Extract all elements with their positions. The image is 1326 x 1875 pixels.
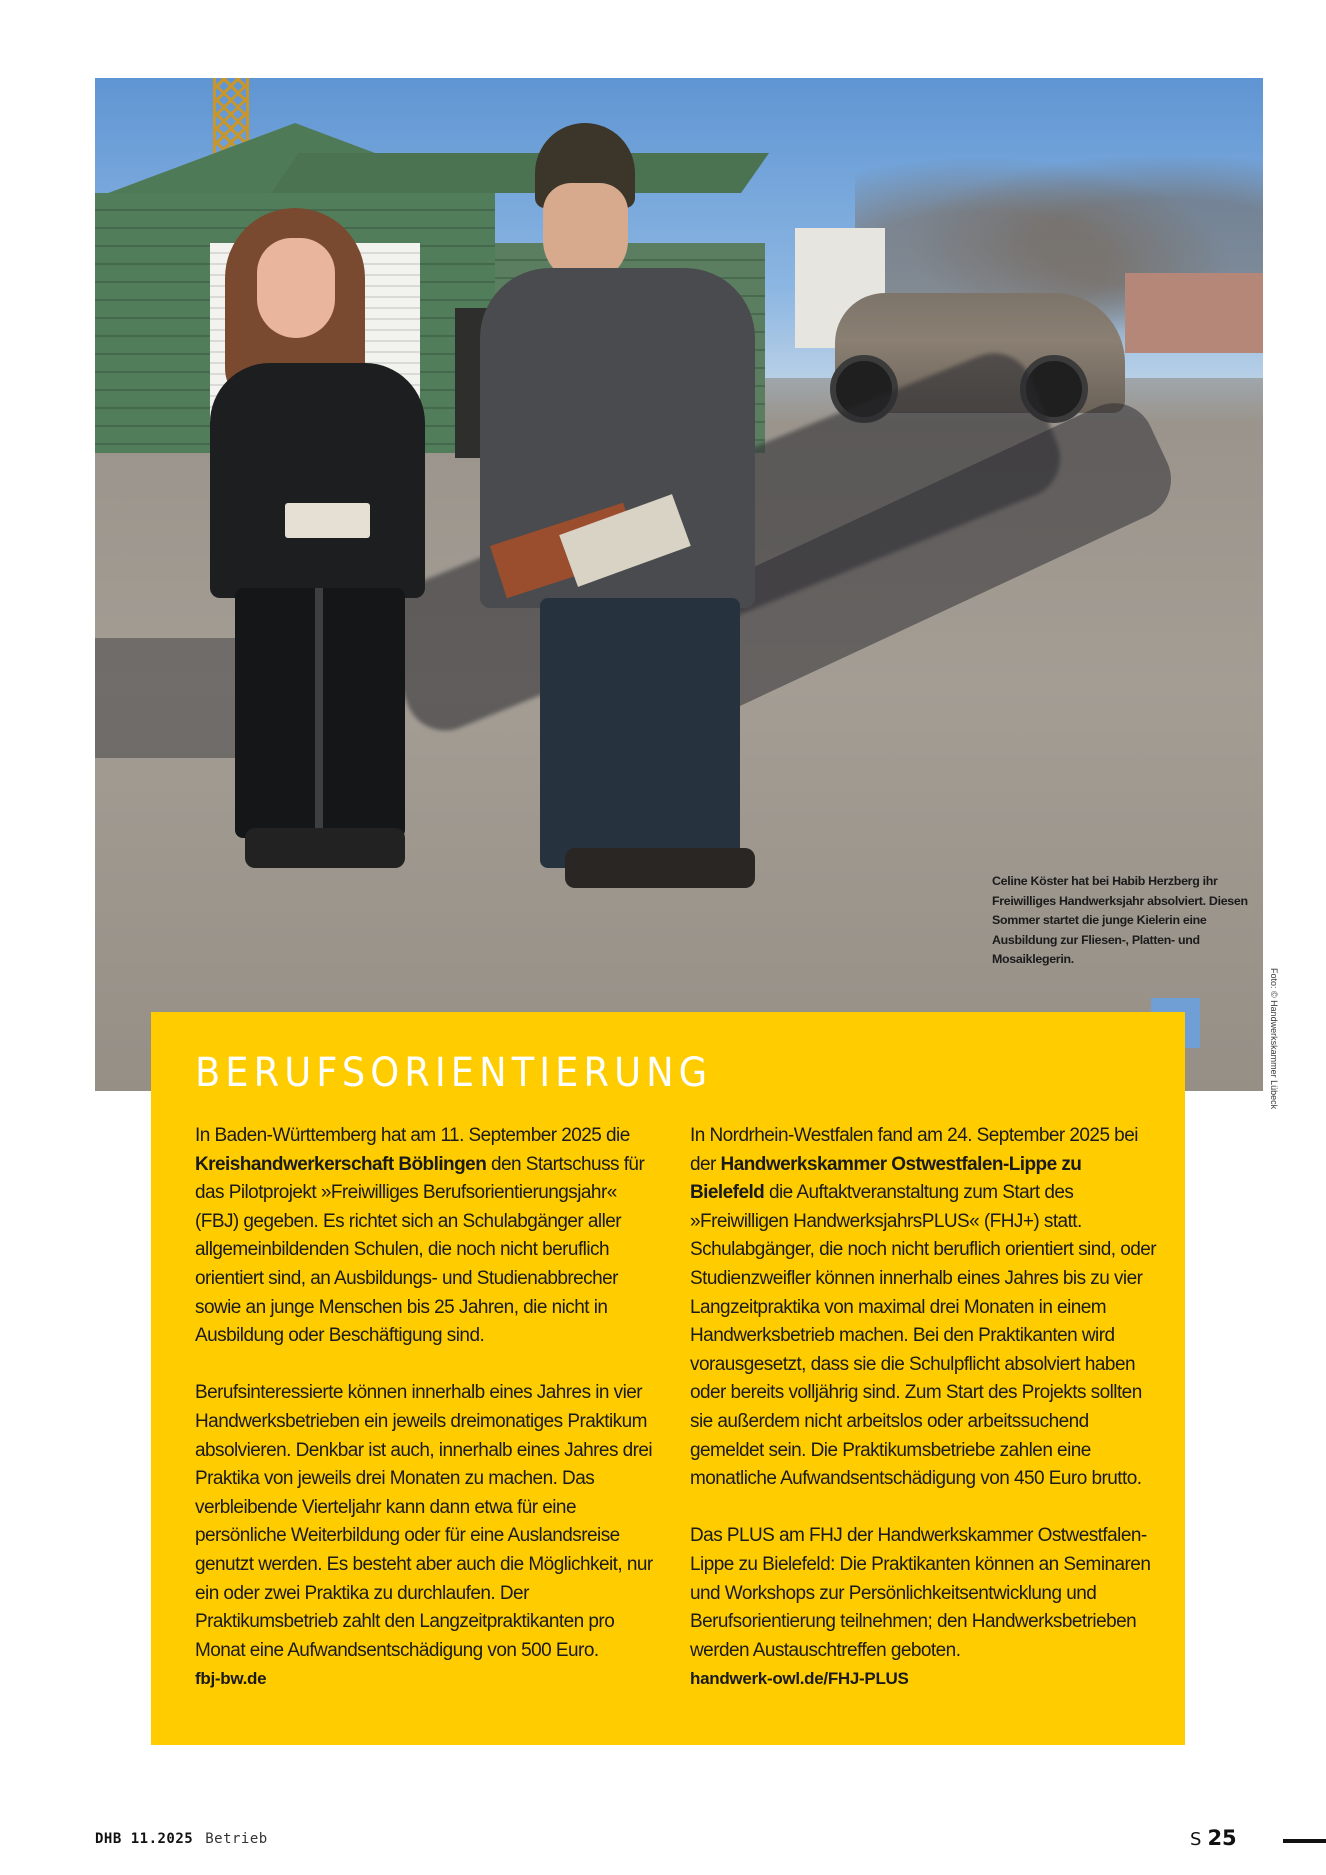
paragraph <box>690 1122 1160 1494</box>
background-building <box>1125 273 1263 353</box>
text: die Auftaktveranstaltung zum Start des »Freiwilligen HandwerksjahrsPLUS« (FHJ+) statt. Schulabgänger, die noch nicht beruflich orientiert sind, oder Studienzweifler können innerhalb eines Jahres bis zu vier Langzeitpraktika von maximal drei Monaten in einem Handwerksbetrieb machen. Bei den Praktikanten wird vorausgesetzt, dass sie die Schulpflicht absolviert haben oder bereits volljährig sind. Zum Start des Projekts sollten sie außerdem nicht arbeitslos oder arbeitssuchend gemeldet sein. Die Praktikumsbetriebe zahlen eine monatliche Aufwandsentschädigung von 450 Euro brutto. <box>690 1182 1157 1490</box>
boots <box>565 848 755 888</box>
link-handwerk-owl[interactable]: handwerk-owl.de/FHJ-PLUS <box>690 1669 909 1689</box>
column-nordrhein-westfalen <box>690 1122 1160 1694</box>
photo-caption: Celine Köster hat bei Habib Herzberg ihr Freiwilliges Handwerksjahr absolviert. Diesen Sommer startet die junge Kielerin eine Ausbildung zur Fliesen-, Platten- und Mosaiklegerin. <box>992 874 1248 967</box>
info-box <box>151 1012 1185 1745</box>
paragraph: Berufsinteressierte können innerhalb eines Jahres in vier Handwerksbetrieben ein jeweils dreimonatiges Praktikum absolvieren. Denkbar ist auch, innerhalb eines Jahres drei Praktika von jeweils drei Monaten zu machen. Das verbleibende Vierteljahr kann dann etwa für eine persönliche Weiterbildung oder für eine Auslandsreise genutzt werden. Es besteht aber auch die Möglichkeit, nur ein oder zwei Praktika zu durchlaufen. Der Praktikumsbetrieb zahlt den Langzeitpraktikanten pro Monat eine Aufwandsentschädigung von 500 Euro. <box>195 1382 653 1661</box>
text: In Nordrhein-Westfalen fand am 24. September 2025 bei der <box>690 1125 1138 1175</box>
section-name: Betrieb <box>205 1831 268 1847</box>
magazine-issue: DHB 11.2025 <box>95 1831 194 1847</box>
organization-name: Handwerkskammer Ostwestfalen-Lippe zu Bielefeld <box>690 1153 1082 1204</box>
paragraph <box>195 1122 665 1351</box>
jacket <box>210 363 425 598</box>
jeans <box>540 598 740 868</box>
organization-name: Kreishandwerkerschaft Böblingen <box>195 1153 487 1175</box>
text: In Baden-Württemberg hat am 11. September 2025 die <box>195 1125 630 1146</box>
footer-issue <box>95 1831 268 1847</box>
footer-rule <box>1283 1839 1326 1843</box>
page-number <box>1190 1826 1237 1850</box>
barn-roof <box>271 153 769 193</box>
tiles <box>285 503 370 538</box>
boots <box>245 828 405 868</box>
page-prefix: S <box>1190 1829 1202 1850</box>
page-number-value: 25 <box>1207 1826 1237 1850</box>
column-baden-wuerttemberg <box>195 1122 665 1694</box>
text: den Startschuss für das Pilotprojekt »Freiwilliges Berufsorientierungsjahr« (FBJ) gegeben. Es richtet sich an Schulabgänger aller allgemeinbildenden Schulen, die noch nicht beruflich orientiert sind, an Ausbildungs- und Studienabbrecher sowie an junge Menschen bis 25 Jahren, die nicht in Ausbildung oder Beschäftigung sind. <box>195 1153 645 1347</box>
box-heading: BERUFSORIENTIERUNG <box>195 1050 713 1096</box>
face <box>257 238 335 338</box>
work-trousers <box>235 588 405 838</box>
paragraph: Das PLUS am FHJ der Handwerkskammer Ostwestfalen-Lippe zu Bielefeld: Die Praktikanten können an Seminaren und Workshops zur Persönlichkeitsentwicklung und Berufsorientierung teilnehmen; den Handwerksbetrieben werden Austauschtreffen geboten. <box>690 1525 1151 1661</box>
link-fbj-bw[interactable]: fbj-bw.de <box>195 1669 267 1689</box>
photo-credit: Foto: © Handwerkskammer Lübeck <box>1269 968 1279 1110</box>
